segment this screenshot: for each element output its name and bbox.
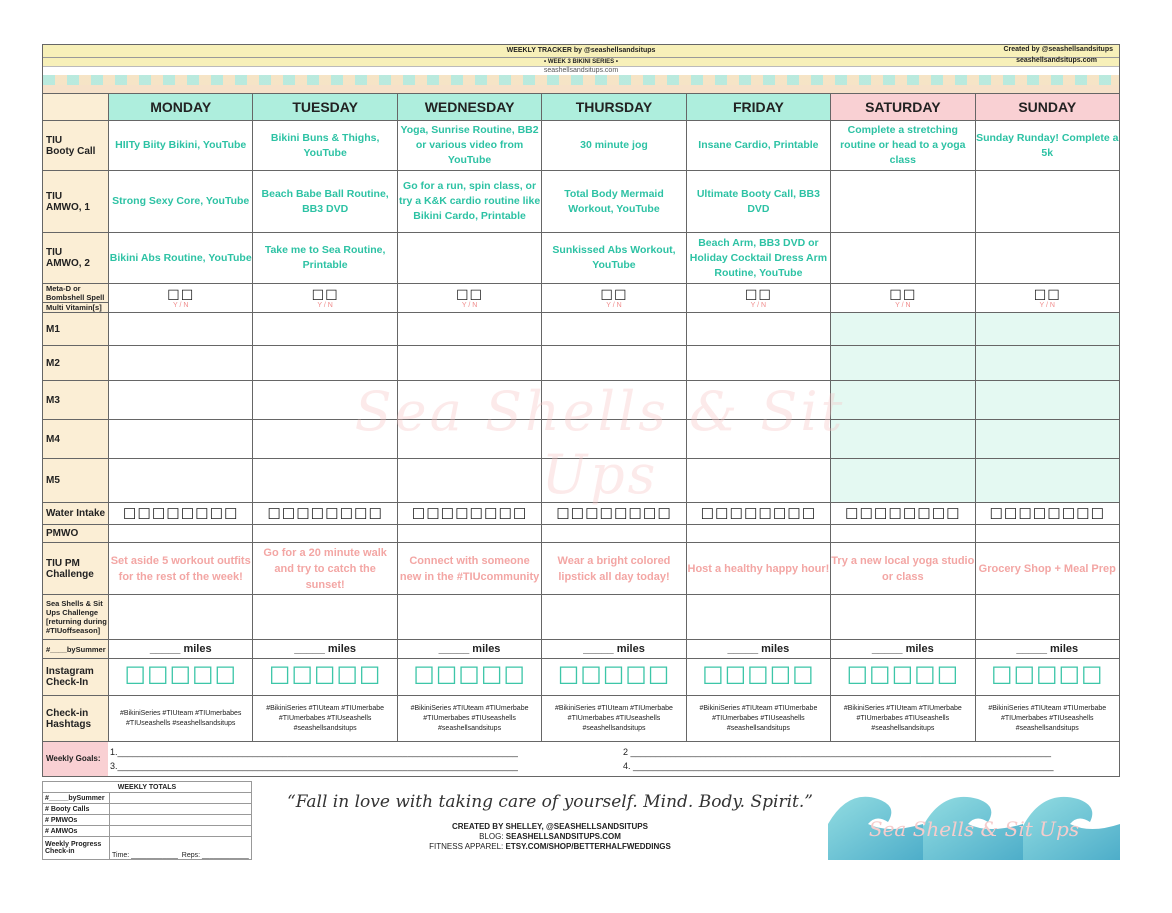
miles-cell[interactable]: _____ miles xyxy=(109,640,253,659)
water-boxes[interactable]: ☐☐☐☐☐☐☐☐ xyxy=(686,503,830,525)
tracker-sheet xyxy=(42,44,1120,777)
row-label-meal xyxy=(43,381,109,420)
water-boxes[interactable]: ☐☐☐☐☐☐☐☐ xyxy=(253,503,397,525)
supplement-cell[interactable] xyxy=(686,284,830,313)
instagram-boxes[interactable]: ☐☐☐☐☐ xyxy=(397,659,541,696)
instagram-boxes[interactable]: ☐☐☐☐☐ xyxy=(975,659,1119,696)
pm-cell[interactable]: Host a healthy happy hour! xyxy=(686,543,830,595)
waves-logo xyxy=(828,784,1120,860)
water-boxes[interactable]: ☐☐☐☐☐☐☐☐ xyxy=(975,503,1119,525)
row-label-text: Meta-D or Bombshell Spell xyxy=(46,284,105,302)
hashtags-cell: #BikiniSeries #TIUteam #TIUmerbabe #TIUmerbabes #TIUseashells #seashellsandsitups xyxy=(831,696,975,742)
meal-cell[interactable] xyxy=(397,420,541,459)
instagram-boxes[interactable]: ☐☐☐☐☐ xyxy=(686,659,830,696)
meal-cell[interactable] xyxy=(253,381,397,420)
row-label-pmwo xyxy=(43,525,109,543)
meal-cell[interactable] xyxy=(686,459,830,503)
meal-cell[interactable] xyxy=(542,459,686,503)
supplement-cell[interactable] xyxy=(975,284,1119,313)
meal-cell[interactable] xyxy=(686,381,830,420)
footer-apparel-label: FITNESS APPAREL: xyxy=(429,842,504,851)
hashtags-cell: #BikiniSeries #TIUteam #TIUmerbabe #TIUmerbabes #TIUseashells #seashellsandsitups xyxy=(397,696,541,742)
amwo2-cell[interactable]: Beach Arm, BB3 DVD or Holiday Cocktail Dress Arm Routine, YouTube xyxy=(686,233,830,284)
row-label-text: Water Intake xyxy=(46,508,106,519)
row-label-text: M3 xyxy=(46,394,60,406)
totals-row-label: # Booty Calls xyxy=(43,804,110,815)
credit-line-2: seashellsandsitups.com xyxy=(1016,57,1097,64)
amwo2-cell[interactable] xyxy=(397,233,541,284)
row-label-summer xyxy=(43,640,109,659)
supplement-cell[interactable] xyxy=(397,284,541,313)
day-header-tuesday: TUESDAY xyxy=(253,94,397,121)
row-label-text: Instagram Check-In xyxy=(46,666,94,688)
weekly-grid xyxy=(42,93,1120,742)
totals-row-value[interactable] xyxy=(110,815,252,826)
meal-cell[interactable] xyxy=(253,346,397,381)
footer-credits xyxy=(340,822,760,852)
footer-blog[interactable]: SEASHELLSANDSITUPS.COM xyxy=(505,832,621,841)
meal-cell[interactable] xyxy=(253,420,397,459)
supplement-cell[interactable] xyxy=(831,284,975,313)
amwo2-cell[interactable] xyxy=(975,233,1119,284)
row-label-text: #____bySummer xyxy=(46,644,106,654)
pm-cell[interactable]: Wear a bright colored lipstick all day today! xyxy=(542,543,686,595)
row-label-text: TIU Booty Call xyxy=(46,134,96,157)
corner-cell xyxy=(43,94,109,121)
hashtags-cell: #BikiniSeries #TIUteam #TIUmerbabe #TIUmerbabes #TIUseashells #seashellsandsitups xyxy=(975,696,1119,742)
amwo1-cell[interactable] xyxy=(975,171,1119,233)
row-label-meal xyxy=(43,459,109,503)
booty-cell[interactable]: 30 minute jog xyxy=(542,121,686,171)
yes-no[interactable]: Y / N xyxy=(895,301,911,309)
totals-row-label: #_____bySummer xyxy=(43,793,110,804)
meal-cell[interactable] xyxy=(975,313,1119,346)
instagram-boxes[interactable]: ☐☐☐☐☐ xyxy=(253,659,397,696)
meal-cell[interactable] xyxy=(109,313,253,346)
weekly-goals-label: Weekly Goals: xyxy=(43,742,108,776)
row-label-text: M1 xyxy=(46,323,60,335)
checkbox-pair[interactable]: ☐☐ xyxy=(456,286,484,303)
tracker-title: WEEKLY TRACKER by @seashellsandsitups xyxy=(43,45,1119,58)
pmwo-cell[interactable] xyxy=(109,525,253,543)
totals-title: WEEKLY TOTALS xyxy=(43,782,252,793)
meal-cell[interactable] xyxy=(975,459,1119,503)
amwo2-cell[interactable] xyxy=(831,233,975,284)
yes-no[interactable]: Y / N xyxy=(172,301,189,309)
pm-cell[interactable]: Connect with someone new in the #TIUcommunity xyxy=(397,543,541,595)
footer-blog-label: BLOG: xyxy=(479,832,504,841)
miles-cell[interactable]: _____ miles xyxy=(975,640,1119,659)
row-label-meal xyxy=(43,420,109,459)
sssu-cell[interactable] xyxy=(253,595,397,640)
meal-cell[interactable] xyxy=(253,459,397,503)
totals-row-value[interactable] xyxy=(110,826,252,837)
hashtags-cell: #BikiniSeries #TIUteam #TIUmerbabe #TIUmerbabes #TIUseashells #seashellsandsitups xyxy=(253,696,397,742)
amwo1-cell[interactable]: Go for a run, spin class, or try a K&K cardio routine like Bikini Cardo, Printable xyxy=(397,171,541,233)
water-boxes[interactable]: ☐☐☐☐☐☐☐☐ xyxy=(542,503,686,525)
row-label-text: TIU AMWO, 2 xyxy=(46,247,90,269)
row-label-pm xyxy=(43,543,109,595)
day-header-saturday: SATURDAY xyxy=(831,94,975,121)
row-label-meta xyxy=(43,284,109,303)
water-boxes[interactable]: ☐☐☐☐☐☐☐☐ xyxy=(831,503,975,525)
totals-progress-label: Weekly Progress Check-in xyxy=(43,837,110,860)
sssu-cell[interactable] xyxy=(542,595,686,640)
tracker-site: seashellsandsitups.com xyxy=(543,67,619,74)
sssu-cell[interactable] xyxy=(686,595,830,640)
row-label-text: Sea Shells & Sit Ups Challenge [returning during #TIUoffseason] xyxy=(46,599,107,635)
amwo1-cell[interactable]: Total Body Mermaid Workout, YouTube xyxy=(542,171,686,233)
goal-1-line[interactable]: 1.________________________________________________________________________________ xyxy=(110,747,518,757)
booty-cell[interactable]: Yoga, Sunrise Routine, BB2 or various video from YouTube xyxy=(397,121,541,171)
sssu-cell[interactable] xyxy=(831,595,975,640)
header-wave-band xyxy=(43,75,1119,85)
meal-cell[interactable] xyxy=(253,313,397,346)
pm-cell[interactable]: Set aside 5 workout outfits for the rest of the week! xyxy=(109,543,253,595)
weekly-totals xyxy=(42,781,252,860)
checkbox-pair[interactable]: ☐☐ xyxy=(1033,286,1061,303)
header-stripe xyxy=(43,85,1119,93)
day-header-sunday: SUNDAY xyxy=(975,94,1119,121)
supplement-cell[interactable] xyxy=(109,284,253,313)
meal-cell[interactable] xyxy=(109,346,253,381)
day-header-monday: MONDAY xyxy=(109,94,253,121)
meal-cell[interactable] xyxy=(831,459,975,503)
watermark: Sea Shells & Sit Ups xyxy=(354,380,846,506)
row-label-meal xyxy=(43,346,109,381)
instagram-boxes[interactable]: ☐☐☐☐☐ xyxy=(831,659,975,696)
goal-3-line[interactable]: 3.________________________________________________________________________________ xyxy=(110,761,518,771)
yes-no[interactable]: Y / N xyxy=(606,301,622,309)
totals-row-label: # AMWOs xyxy=(43,826,110,837)
supplement-cell[interactable] xyxy=(542,284,686,313)
tracker-subtitle: • WEEK 3 BIKINI SERIES • xyxy=(43,58,1119,67)
sssu-cell[interactable] xyxy=(397,595,541,640)
water-boxes[interactable]: ☐☐☐☐☐☐☐☐ xyxy=(397,503,541,525)
totals-row-label: # PMWOs xyxy=(43,815,110,826)
waves-logo-text: Sea Shells & Sit Ups xyxy=(868,817,1080,841)
progress-time: Time: ____________ xyxy=(112,852,178,859)
amwo1-cell[interactable] xyxy=(831,171,975,233)
pmwo-cell[interactable] xyxy=(397,525,541,543)
meal-cell[interactable] xyxy=(109,420,253,459)
day-header-thursday: THURSDAY xyxy=(542,94,686,121)
progress-reps: Reps: ____________ xyxy=(181,852,249,859)
checkbox-pair[interactable]: ☐☐ xyxy=(744,286,772,303)
weekly-goals xyxy=(42,742,1120,777)
pmwo-cell[interactable] xyxy=(831,525,975,543)
row-label-text: TIU AMWO, 1 xyxy=(46,190,90,213)
row-label-hashtags xyxy=(43,696,109,742)
yes-no[interactable]: Y / N xyxy=(750,301,767,309)
yes-no[interactable]: Y / N xyxy=(1039,301,1055,309)
meal-cell[interactable] xyxy=(542,381,686,420)
row-label-text: Check-in Hashtags xyxy=(46,707,92,730)
meal-cell[interactable] xyxy=(831,346,975,381)
miles-cell[interactable]: _____ miles xyxy=(397,640,541,659)
meal-cell[interactable] xyxy=(397,313,541,346)
meal-cell[interactable] xyxy=(975,420,1119,459)
booty-cell[interactable]: Complete a stretching routine or head to a yoga class xyxy=(831,121,975,171)
booty-cell[interactable]: Sunday Runday! Complete a 5k xyxy=(975,121,1119,171)
sssu-cell[interactable] xyxy=(975,595,1119,640)
meal-cell[interactable] xyxy=(831,313,975,346)
row-label-instagram xyxy=(43,659,109,696)
miles-cell[interactable]: _____ miles xyxy=(686,640,830,659)
booty-cell[interactable]: Insane Cardio, Printable xyxy=(686,121,830,171)
hashtags-cell: #BikiniSeries #TIUteam #TIUmerbabe #TIUmerbabes #TIUseashells #seashellsandsitups xyxy=(686,696,830,742)
goal-4-line[interactable]: 4. ____________________________________________________________________________________ xyxy=(623,761,1054,771)
footer-created: CREATED BY SHELLEY, @SEASHELLSANDSITUPS xyxy=(452,822,648,831)
row-label-sssu xyxy=(43,595,109,640)
meal-cell[interactable] xyxy=(109,381,253,420)
meal-cell[interactable] xyxy=(975,346,1119,381)
row-label-meal xyxy=(43,313,109,346)
pm-cell[interactable]: Try a new local yoga studio or class xyxy=(831,543,975,595)
miles-cell[interactable]: _____ miles xyxy=(253,640,397,659)
credit-line-1: Created by @seashellsandsitups xyxy=(1003,46,1113,53)
amwo1-cell[interactable]: Strong Sexy Core, YouTube xyxy=(109,171,253,233)
footer-quote: “Fall in love with taking care of yourself. Mind. Body. Spirit.” xyxy=(287,792,813,812)
meal-cell[interactable] xyxy=(542,346,686,381)
hashtags-cell: #BikiniSeries #TIUteam #TIUmerbabes #TIUseashells #seashellsandsitups xyxy=(109,696,253,742)
miles-cell[interactable]: _____ miles xyxy=(831,640,975,659)
row-label-booty xyxy=(43,121,109,171)
row-label-text: PMWO xyxy=(46,528,79,539)
yes-no[interactable]: Y / N xyxy=(317,301,333,309)
row-label-vitamin xyxy=(43,303,109,313)
instagram-boxes[interactable]: ☐☐☐☐☐ xyxy=(109,659,253,696)
row-label-water xyxy=(43,503,109,525)
checkbox-pair[interactable]: ☐☐ xyxy=(889,286,917,303)
amwo2-cell[interactable]: Take me to Sea Routine, Printable xyxy=(253,233,397,284)
amwo1-cell[interactable]: Ultimate Booty Call, BB3 DVD xyxy=(686,171,830,233)
booty-cell[interactable]: Bikini Buns & Thighs, YouTube xyxy=(253,121,397,171)
pmwo-cell[interactable] xyxy=(253,525,397,543)
row-label-amwo1 xyxy=(43,171,109,233)
totals-progress-value[interactable] xyxy=(110,837,252,860)
day-header-friday: FRIDAY xyxy=(686,94,830,121)
row-label-text: M2 xyxy=(46,357,60,369)
footer-apparel[interactable]: ETSY.COM/SHOP/BETTERHALFWEDDINGS xyxy=(505,842,671,851)
row-label-text: TIU PM Challenge xyxy=(46,557,94,580)
yes-no[interactable]: Y / N xyxy=(461,301,478,309)
meal-cell[interactable] xyxy=(686,420,830,459)
meal-cell[interactable] xyxy=(109,459,253,503)
meal-cell[interactable] xyxy=(975,381,1119,420)
checkbox-pair[interactable]: ☐☐ xyxy=(311,286,339,303)
supplement-cell[interactable] xyxy=(253,284,397,313)
instagram-boxes[interactable]: ☐☐☐☐☐ xyxy=(542,659,686,696)
tracker-header xyxy=(42,44,1120,93)
meal-cell[interactable] xyxy=(397,459,541,503)
pm-cell[interactable]: Grocery Shop + Meal Prep xyxy=(975,543,1119,595)
sssu-cell[interactable] xyxy=(109,595,253,640)
meal-cell[interactable] xyxy=(542,420,686,459)
pmwo-cell[interactable] xyxy=(686,525,830,543)
booty-cell[interactable]: HIITy Biity Bikini, YouTube xyxy=(109,121,253,171)
meal-cell[interactable] xyxy=(831,420,975,459)
checkbox-pair[interactable]: ☐☐ xyxy=(600,286,628,303)
amwo1-cell[interactable]: Beach Babe Ball Routine, BB3 DVD xyxy=(253,171,397,233)
pm-cell[interactable]: Go for a 20 minute walk and try to catch the sunset! xyxy=(253,543,397,595)
water-boxes[interactable]: ☐☐☐☐☐☐☐☐ xyxy=(109,503,253,525)
miles-cell[interactable]: _____ miles xyxy=(542,640,686,659)
meal-cell[interactable] xyxy=(686,346,830,381)
totals-row-value[interactable] xyxy=(110,804,252,815)
row-label-text: M5 xyxy=(46,475,60,486)
meal-cell[interactable] xyxy=(542,313,686,346)
goal-2-line[interactable]: 2 ____________________________________________________________________________________ xyxy=(623,747,1051,757)
row-label-text: M4 xyxy=(46,433,60,445)
checkbox-pair[interactable]: ☐☐ xyxy=(167,286,195,303)
pmwo-cell[interactable] xyxy=(975,525,1119,543)
amwo2-cell[interactable]: Bikini Abs Routine, YouTube xyxy=(109,233,253,284)
day-header-wednesday: WEDNESDAY xyxy=(397,94,541,121)
meal-cell[interactable] xyxy=(397,346,541,381)
totals-row-value[interactable] xyxy=(110,793,252,804)
meal-cell[interactable] xyxy=(397,381,541,420)
meal-cell[interactable] xyxy=(831,381,975,420)
hashtags-cell: #BikiniSeries #TIUteam #TIUmerbabe #TIUmerbabes #TIUseashells #seashellsandsitups xyxy=(542,696,686,742)
row-label-text: Multi Vitamin[s] xyxy=(46,303,102,312)
amwo2-cell[interactable]: Sunkissed Abs Workout, YouTube xyxy=(542,233,686,284)
pmwo-cell[interactable] xyxy=(542,525,686,543)
row-label-amwo2 xyxy=(43,233,109,284)
meal-cell[interactable] xyxy=(686,313,830,346)
